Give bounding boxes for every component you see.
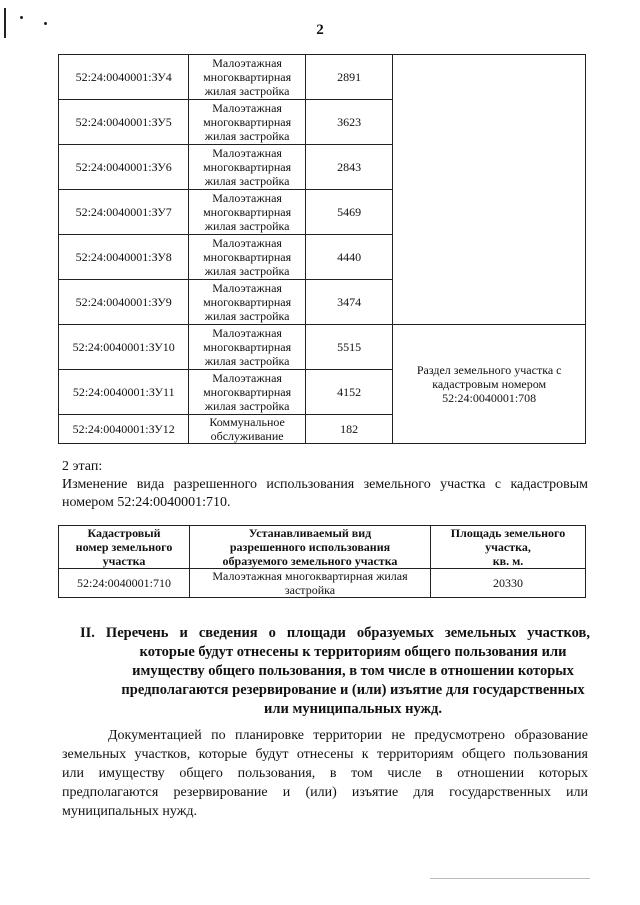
table-row [59,325,586,370]
note-line: 52:24:0040001:708 [442,391,537,405]
permitted-use-cell [189,325,305,370]
use-line: многоквартирная [203,115,292,129]
paragraph-line: или имуществу общего пользования, в том числе в отношении которых [62,766,588,781]
paragraph-line: земельных участков, которые будут отнесены к территориям общего пользования [62,747,588,762]
area-cell: 5515 [305,325,393,370]
heading-line: которые будут отнесены к территориям общего пользования или [139,644,567,660]
heading-line: имуществу общего пользования, в том числе в отношении которых [132,663,574,679]
use-line: Малоэтажная [212,371,282,385]
cadastral-number-cell: 52:24:0040001:ЗУ6 [59,145,189,190]
use-line: многоквартирная [203,70,292,84]
area-cell: 182 [305,415,393,444]
area-cell: 3623 [305,100,393,145]
cadastral-number-cell: 52:24:0040001:ЗУ4 [59,55,189,100]
use-line: жилая застройка [204,129,290,143]
cadastral-number-cell: 52:24:0040001:ЗУ5 [59,100,189,145]
area-cell: 5469 [305,190,393,235]
paragraph-line: Документацией по планировке территории не предусмотрено образование [108,728,588,743]
cadastral-number-cell: 52:24:0040001:ЗУ7 [59,190,189,235]
cadastral-number-cell: 52:24:0040001:710 [59,569,190,598]
header-line: номер земельного [75,540,173,554]
cadastral-number-cell: 52:24:0040001:ЗУ9 [59,280,189,325]
use-line: Малоэтажная [212,146,282,160]
note-cell [393,325,586,444]
parcels-table-body [59,55,586,444]
use-line: многоквартирная [203,340,292,354]
permitted-use-cell [190,569,431,598]
area-cell: 4152 [305,370,393,415]
use-line: жилая застройка [204,399,290,413]
use-line: жилая застройка [204,354,290,368]
heading-line: предполагаются резервирование и (или) изъятие для государственных [121,682,585,698]
area-cell: 2843 [305,145,393,190]
parcels-table [58,54,586,444]
header-line: Кадастровый [87,526,161,540]
header-line: Площадь земельного [450,526,566,540]
use-line: многоквартирная [203,250,292,264]
cadastral-number-cell: 52:24:0040001:ЗУ10 [59,325,189,370]
header-line: кв. м. [492,554,524,568]
heading-line: или муниципальных нужд. [264,701,442,717]
permitted-use-cell [189,415,305,444]
page-number: 2 [316,22,324,38]
cadastral-number-cell: 52:24:0040001:ЗУ12 [59,415,189,444]
cadastral-number-cell: 52:24:0040001:ЗУ11 [59,370,189,415]
use-line: Коммунальное [209,415,285,429]
header-line: участка, [485,540,531,554]
note-line: Раздел земельного участка с [416,363,562,377]
header-line: Устанавливаемый вид [248,526,372,540]
use-line: многоквартирная [203,385,292,399]
use-line: многоквартирная [203,205,292,219]
use-line: жилая застройка [204,84,290,98]
area-cell: 4440 [305,235,393,280]
header-line: образуемого земельного участка [222,554,398,568]
permitted-use-cell [189,280,305,325]
use-change-table [58,525,586,598]
use-line: обслуживание [210,429,284,443]
use-line: жилая застройка [204,219,290,233]
use-line: Малоэтажная [212,236,282,250]
area-cell: 2891 [305,55,393,100]
use-line: Малоэтажная [212,101,282,115]
use-line: Малоэтажная [212,191,282,205]
scan-line [430,878,590,879]
note-line: кадастровым номером [432,377,547,391]
area-cell: 3474 [305,280,393,325]
permitted-use-cell [189,55,305,100]
use-line: жилая застройка [204,309,290,323]
table-row [59,55,586,100]
permitted-use-cell [189,190,305,235]
permitted-use-cell [189,100,305,145]
use-line: жилая застройка [204,264,290,278]
use-line: многоквартирная [203,160,292,174]
cadastral-number-cell: 52:24:0040001:ЗУ8 [59,235,189,280]
stage2-title: 2 этап: [62,459,103,474]
header-permitted-use [190,526,431,569]
header-line: разрешенного использования [229,540,391,554]
permitted-use-cell [189,235,305,280]
section-2-heading [80,624,590,719]
table-header-row [59,526,586,569]
paragraph-line: предполагаются резервирование и (или) изъятие для государственных или [62,785,588,800]
stage2-text-line: Изменение вида разрешенного использования земельного участка с кадастровым [62,477,588,492]
use-line: Малоэтажная многоквартирная жилая [212,569,408,583]
section-2-paragraph [62,726,588,821]
header-area [431,526,586,569]
use-line: многоквартирная [203,295,292,309]
use-line: застройка [284,583,336,597]
heading-line: II. Перечень и сведения о площади образуемых земельных участков, [80,625,590,641]
permitted-use-cell [189,370,305,415]
permitted-use-cell [189,145,305,190]
note-cell-empty [393,55,586,325]
table-row [59,569,586,598]
use-line: Малоэтажная [212,281,282,295]
header-cadastral-number [59,526,190,569]
use-line: Малоэтажная [212,326,282,340]
stage2-text-line: номером 52:24:0040001:710. [62,495,231,510]
area-cell: 20330 [431,569,586,598]
paragraph-line: муниципальных нужд. [62,804,198,819]
use-line: Малоэтажная [212,56,282,70]
scan-dot [20,16,23,19]
stage2-block [62,458,588,512]
use-line: жилая застройка [204,174,290,188]
header-line: участка [102,554,146,568]
